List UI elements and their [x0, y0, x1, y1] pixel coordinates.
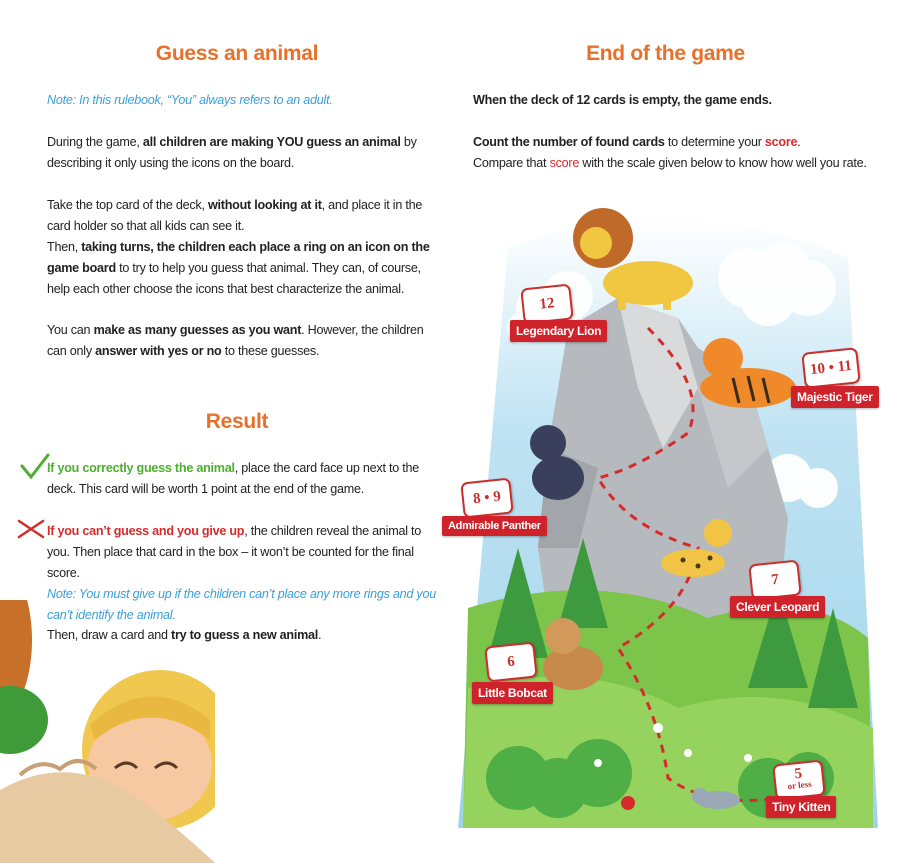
paragraph-guess [47, 132, 437, 174]
score-word: score [764, 135, 798, 149]
score-card: 7 [748, 559, 801, 600]
text: by describing it only using the icons on the board. [47, 135, 417, 170]
text-bold: answer with yes or no [95, 344, 222, 358]
text: , place the card face up next to the deck. This card will be worth 1 point at the end of the game. [47, 461, 419, 496]
text-bold: all children are making YOU guess an animal [142, 135, 401, 149]
text: , and place it in the card holder so that all kids can see it. [47, 198, 423, 233]
end-title: End of the game [586, 42, 745, 65]
guess-title: Guess an animal [155, 42, 319, 65]
result-title: Result [205, 410, 269, 433]
rank-label: Majestic Tiger [791, 386, 879, 408]
score-card: 6 [484, 641, 537, 682]
result-correct [47, 458, 427, 500]
text: to determine your [664, 135, 765, 149]
rank-label: Little Bobcat [472, 682, 553, 704]
text: During the game, [47, 135, 143, 149]
result-give-up [47, 521, 437, 626]
text: to these guesses. [221, 344, 320, 358]
text-green: If you correctly guess the animal [47, 461, 235, 475]
text: You can [47, 323, 94, 337]
text: , the children reveal the animal to you. Then place that card in the box – it won’t be counted for the final score. [47, 524, 421, 580]
text-bold: make as many guesses as you want [93, 323, 302, 337]
text: Then, draw a card and [47, 628, 172, 642]
text: Compare that [473, 156, 550, 170]
text: . [318, 628, 322, 642]
text: to try to help you guess that animal. They can, of course, help each other choose the icons that best characterize the animal. [47, 261, 421, 296]
text: Then, [47, 240, 82, 254]
text-red: If you can’t guess and you give up [47, 524, 245, 538]
score-card: 12 [520, 283, 573, 324]
rank-label: Legendary Lion [510, 320, 607, 342]
text-bold: without looking at it [207, 198, 322, 212]
paragraph-guesses [47, 320, 437, 362]
rank-label: Tiny Kitten [766, 796, 836, 818]
text: with the scale given below to know how well you rate. [579, 156, 867, 170]
score-card: 10 • 11 [801, 347, 860, 389]
text: . [797, 135, 801, 149]
score-card [772, 759, 825, 800]
rank-label: Clever Leopard [730, 596, 825, 618]
cross-icon [17, 519, 45, 539]
rulebook-note: Note: In this rulebook, “You” always refers to an adult. [47, 93, 333, 107]
text: . However, the children can only [47, 323, 424, 358]
text-bold: try to guess a new animal [171, 628, 319, 642]
score-word: score [549, 156, 580, 170]
text-bold: When the deck of 12 cards is empty, the game ends. [473, 93, 772, 107]
score-card: 8 • 9 [460, 477, 513, 518]
paragraph-next [47, 625, 437, 646]
end-text-2 [473, 132, 873, 174]
score-sub: or less [787, 778, 813, 792]
check-icon [20, 453, 50, 481]
paragraph-card [47, 195, 437, 300]
end-text-1 [473, 90, 873, 111]
text-bold: Count the number of found cards [473, 135, 665, 149]
score-value: 5 [793, 765, 803, 783]
score-scale-illustration [448, 188, 888, 848]
text: Take the top card of the deck, [47, 198, 208, 212]
give-up-note: Note: You must give up if the children can’t place any more rings and you can’t identify the animal. [47, 587, 436, 622]
rank-label: Admirable Panther [442, 516, 547, 536]
text-bold: taking turns, the children each place a ring on an icon on the game board [47, 240, 430, 275]
